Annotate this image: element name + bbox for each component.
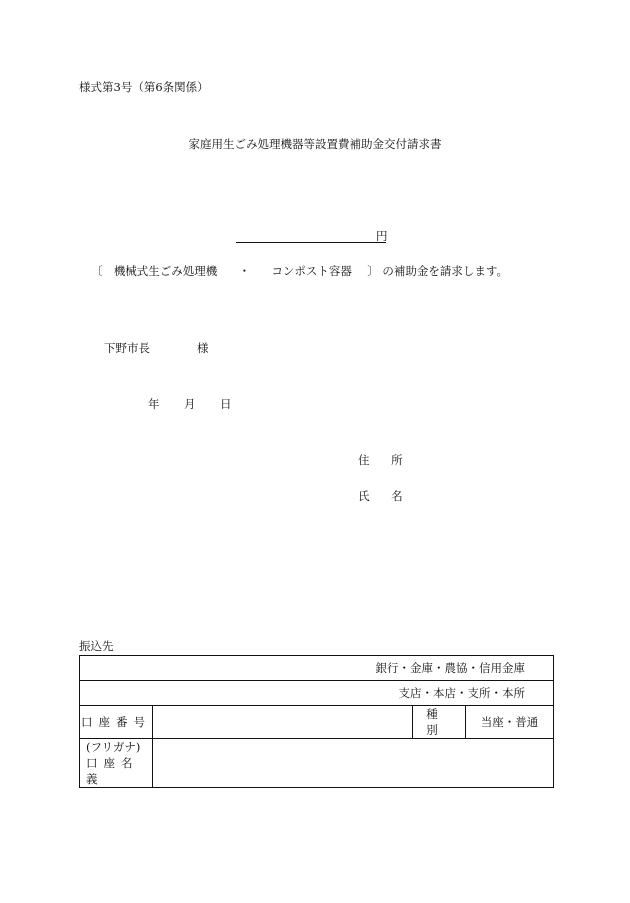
account-holder-label (80, 739, 153, 788)
name-label: 氏 名 (358, 489, 412, 503)
account-name-label: 口座名義 (86, 756, 139, 786)
amount-field[interactable] (236, 231, 386, 243)
account-number-field[interactable] (153, 706, 413, 739)
bracket-close: 〕 (367, 264, 379, 278)
request-statement (91, 266, 508, 278)
bank-type-options: 銀行・金庫・農協・信用金庫 (375, 661, 525, 675)
bracket-open: 〔 (91, 264, 103, 278)
branch-name-field[interactable] (80, 681, 554, 706)
address-label: 住 所 (358, 453, 412, 467)
bank-transfer-table (79, 655, 554, 788)
bank-name-field[interactable] (80, 656, 554, 681)
request-tail: の補助金を請求します。 (382, 264, 508, 278)
form-number: 様式第3号（第6条関係） (79, 80, 209, 94)
option-machine-type[interactable]: 機械式生ごみ処理機 (113, 264, 218, 278)
document-title: 家庭用生ごみ処理機器等設置費補助金交付請求書 (188, 137, 442, 151)
option-separator: ・ (238, 264, 251, 278)
branch-type-options: 支店・本店・支所・本所 (398, 686, 525, 700)
account-number-label: 口座番号 (80, 706, 153, 739)
furigana-label: (フリガナ) (86, 740, 141, 754)
option-compost-container[interactable]: コンポスト容器 (271, 264, 352, 278)
addressee-honorific: 様 (197, 341, 209, 355)
addressee-name: 下野市長 (104, 341, 150, 355)
amount-unit: 円 (376, 229, 388, 243)
date-year-label: 年 (148, 397, 160, 411)
account-holder-field[interactable] (153, 739, 554, 788)
transfer-heading: 振込先 (79, 639, 114, 653)
account-kind-label: 種 別 (413, 706, 466, 739)
date-day-label: 日 (220, 397, 232, 411)
date-month-label: 月 (184, 397, 196, 411)
account-kind-options[interactable]: 当座・普通 (466, 706, 554, 739)
